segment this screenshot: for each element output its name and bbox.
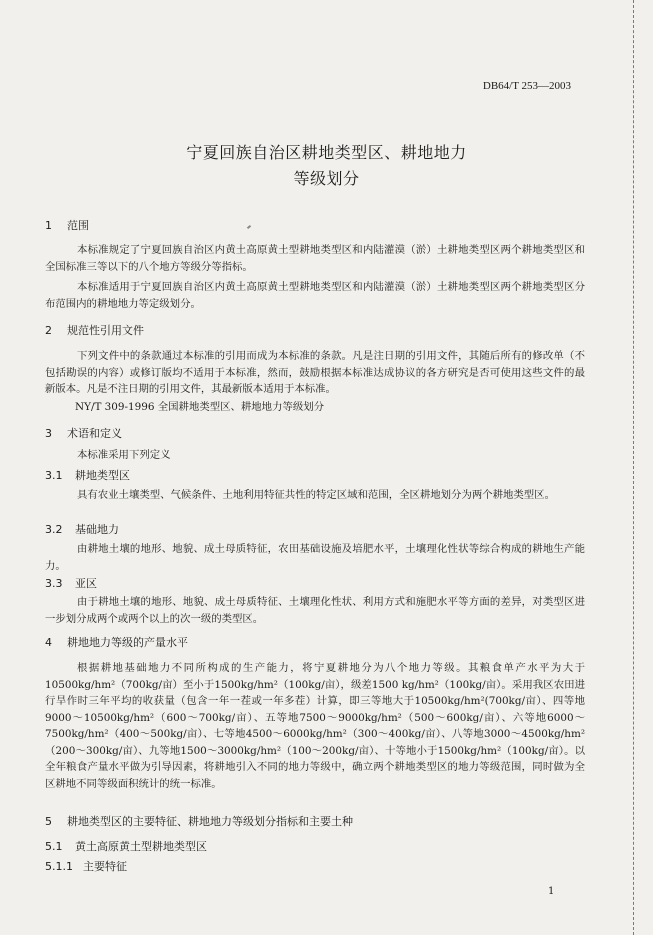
section-2-heading: 2 规范性引用文件 [45, 324, 144, 337]
section-3-heading: 3 术语和定义 [45, 427, 122, 440]
standard-number: DB64/T 253—2003 [482, 80, 571, 92]
page-number: 1 [548, 886, 555, 897]
section-5-heading: 5 耕地类型区的主要特征、耕地地力等级划分指标和主要土种 [45, 815, 353, 828]
definition-3-2-text: 由耕地土壤的地形、地貌、成土母质特征，农田基础设施及培肥水平，土壤理化性状等综合构成的耕地生产能力。 [45, 543, 585, 572]
normative-reference: NY/T 309-1996 全国耕地类型区、耕地地力等级划分 [75, 401, 325, 413]
section-5-1-heading: 5.1 黄土高原黄土型耕地类型区 [45, 840, 207, 853]
document-title-line2: 等级划分 [293, 169, 360, 188]
definition-3-3-text: 由于耕地土壤的地形、地貌、成土母质特征、土壤理化性状、利用方式和施肥水平等方面的差异，对类型区进一步划分成两个或两个以上的次一级的类型区。 [45, 596, 585, 625]
section-3-intro: 本标准采用下列定义 [77, 449, 171, 461]
definition-3-2-heading: 3.2 基础地力 [45, 523, 119, 536]
section-5-1-1-heading: 5.1.1 主要特征 [45, 860, 127, 873]
section-1-heading: 1 范围 [45, 219, 89, 232]
section-4-paragraph-1: 根据耕地基础地力不同所构成的生产能力，将宁夏耕地分为八个地力等级。其粮食单产水平为大于10500kg/hm²（700kg/亩）至小于1500kg/hm²（100kg/亩），级差1500 kg/hm²（100kg/亩）。采用我区农田进行旱作时三年平均的收获量（包含一年一茬或一年多茬）计算，即三等地大于10500kg/hm²(700kg/亩）、四等地9000～10500kg/hm²（600～700kg/亩）、五等地7500～9000kg/hm²（500～600kg/亩）、六等地6000～7500kg/hm²（400～500kg/亩）、七等地4500～6000kg/hm²（300～400kg/亩）、八等地3000～4500kg/hm²（200～300kg/亩）、九等地1500～3000kg/hm²（100～200kg/亩）、十等地小于1500kg/hm²（100kg/亩）。以全年粮食产量水平做为引导因素，将耕地引入不同的地力等级中，确立两个耕地类型区的地力等级范围，同时做为全区耕地不同等级面积统计的统一标准。 [45, 662, 585, 790]
scan-speck [247, 225, 251, 229]
section-4-heading: 4 耕地地力等级的产量水平 [45, 636, 188, 649]
definition-3-1-heading: 3.1 耕地类型区 [45, 469, 130, 482]
document-title-line1: 宁夏回族自治区耕地类型区、耕地地力 [186, 143, 467, 162]
section-2-paragraph-1: 下列文件中的条款通过本标准的引用而成为本标准的条款。凡是注日期的引用文件，其随后所有的修改单（不包括勘误的内容）或修订版均不适用于本标准，然而，鼓励根据本标准达成协议的各方研究是否可使用这些文件的最新版本。凡是不注日期的引用文件，其最新版本适用于本标准。 [45, 350, 585, 395]
section-1-paragraph-2: 本标准适用于宁夏回族自治区内黄土高原黄土型耕地类型区和内陆灌漠（淤）土耕地类型区两个耕地类型区分布范围内的耕地地力等定级划分。 [45, 281, 585, 310]
definition-3-1-text: 具有农业土壤类型、气候条件、土地利用特征共性的特定区域和范围，全区耕地划分为两个耕地类型区。 [77, 489, 555, 501]
section-1-paragraph-1: 本标准规定了宁夏回族自治区内黄土高原黄土型耕地类型区和内陆灌漠（淤）土耕地类型区两个耕地类型区和全国标准三等以下的八个地方等级分等指标。 [45, 244, 585, 273]
definition-3-3-heading: 3.3 亚区 [45, 577, 97, 590]
